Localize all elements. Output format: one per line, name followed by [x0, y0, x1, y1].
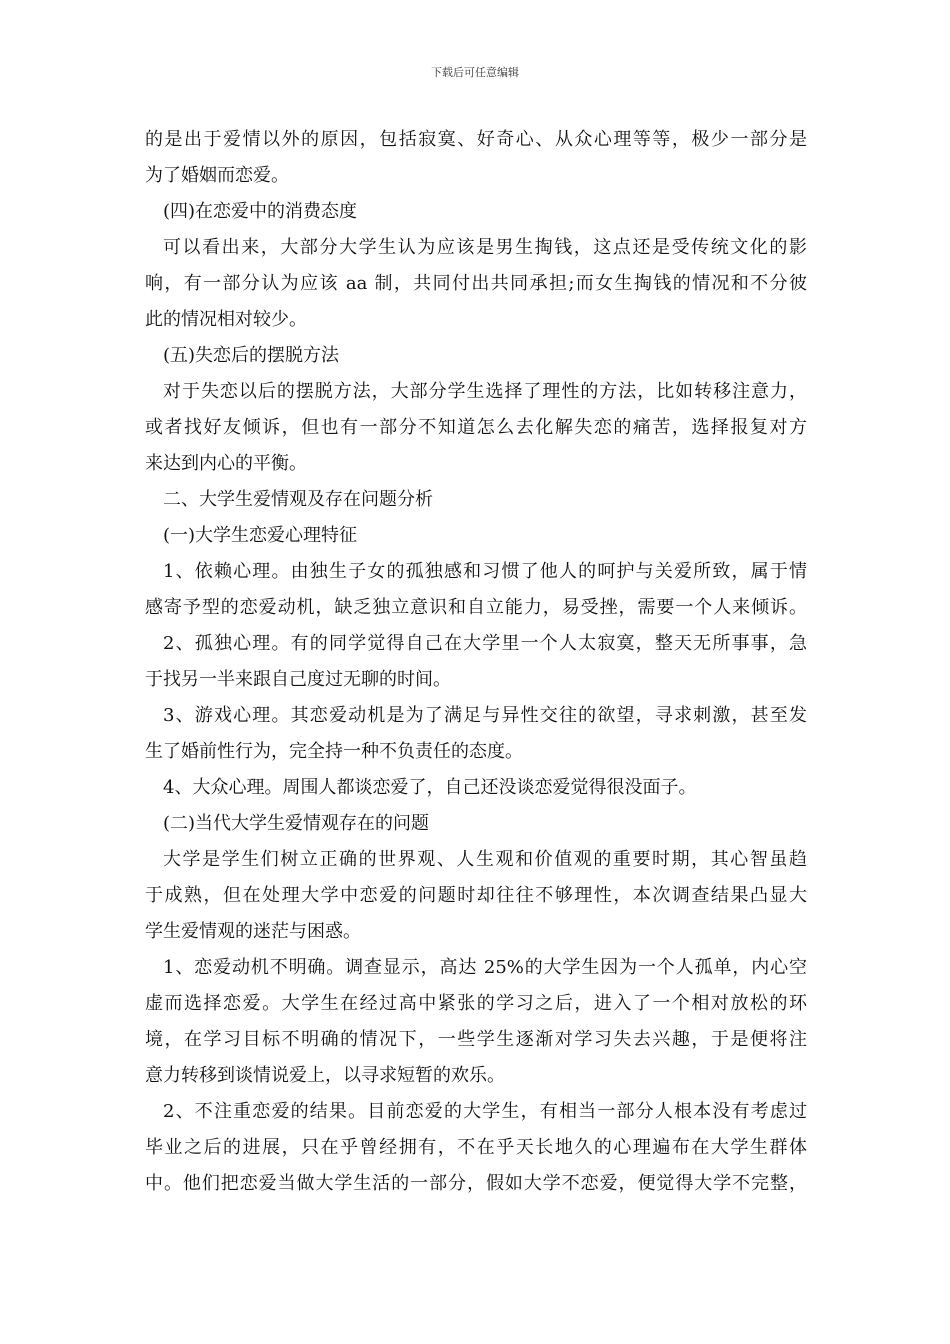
text-line: 生了婚前性行为，完全持一种不负责任的态度。: [145, 741, 523, 762]
text-line: (二)当代大学生爱情观存在的问题: [163, 813, 430, 834]
text-line: 此的情况相对较少。: [145, 309, 307, 330]
text-line: 来达到内心的平衡。: [145, 453, 307, 474]
text-line: 大学是学生们树立正确的世界观、人生观和价值观的重要时期，其心智虽趋: [163, 849, 807, 870]
text-line: 4、大众心理。周围人都谈恋爱了，自己还没谈恋爱觉得很没面子。: [163, 777, 697, 798]
text-line: (五)失恋后的摆脱方法: [163, 345, 340, 366]
text-line: 1、恋爱动机不明确。调查显示，高达 25%的大学生因为一个人孤单，内心空: [163, 957, 807, 978]
text-line: 响，有一部分认为应该 aa 制，共同付出共同承担;而女生掏钱的情况和不分彼: [145, 273, 807, 294]
text-line: 二、大学生爱情观及存在问题分析: [163, 489, 433, 510]
page-header: 下载后可任意编辑: [431, 66, 519, 79]
text-line: 境，在学习目标不明确的情况下，一些学生逐渐对学习失去兴趣，于是便将注: [145, 1029, 807, 1050]
text-line: 的是出于爱情以外的原因，包括寂寞、好奇心、从众心理等等，极少一部分是: [145, 129, 807, 150]
text-line: 中。他们把恋爱当做大学生活的一部分，假如大学不恋爱，便觉得大学不完整，: [145, 1173, 807, 1194]
text-line: 1、依赖心理。由独生子女的孤独感和习惯了他人的呵护与关爱所致，属于情: [163, 561, 807, 582]
text-line: 虚而选择恋爱。大学生在经过高中紧张的学习之后，进入了一个相对放松的环: [145, 993, 807, 1014]
text-line: 于找另一半来跟自己度过无聊的时间。: [145, 669, 451, 690]
text-line: (一)大学生恋爱心理特征: [163, 525, 358, 546]
text-line: 2、孤独心理。有的同学觉得自己在大学里一个人太寂寞，整天无所事事，急: [163, 633, 807, 654]
text-line: 2、不注重恋爱的结果。目前恋爱的大学生，有相当一部分人根本没有考虑过: [163, 1101, 807, 1122]
text-line: 于成熟，但在处理大学中恋爱的问题时却往往不够理性，本次调查结果凸显大: [145, 885, 807, 906]
text-line: 可以看出来，大部分大学生认为应该是男生掏钱，这点还是受传统文化的影: [163, 237, 807, 258]
text-line: 为了婚姻而恋爱。: [145, 165, 289, 186]
text-line: 对于失恋以后的摆脱方法，大部分学生选择了理性的方法，比如转移注意力，: [163, 381, 807, 402]
text-line: 3、游戏心理。其恋爱动机是为了满足与异性交往的欲望，寻求刺激，甚至发: [163, 705, 807, 726]
text-line: 意力转移到谈情说爱上，以寻求短暂的欢乐。: [145, 1065, 505, 1086]
text-line: (四)在恋爱中的消费态度: [163, 201, 358, 222]
text-line: 毕业之后的进展，只在乎曾经拥有，不在乎天长地久的心理遍布在大学生群体: [145, 1137, 807, 1158]
text-line: 感寄予型的恋爱动机，缺乏独立意识和自立能力，易受挫，需要一个人来倾诉。: [145, 597, 807, 618]
text-line: 学生爱情观的迷茫与困惑。: [145, 921, 361, 942]
text-line: 或者找好友倾诉，但也有一部分不知道怎么去化解失恋的痛苦，选择报复对方: [145, 417, 807, 438]
document-body: [145, 122, 807, 1202]
